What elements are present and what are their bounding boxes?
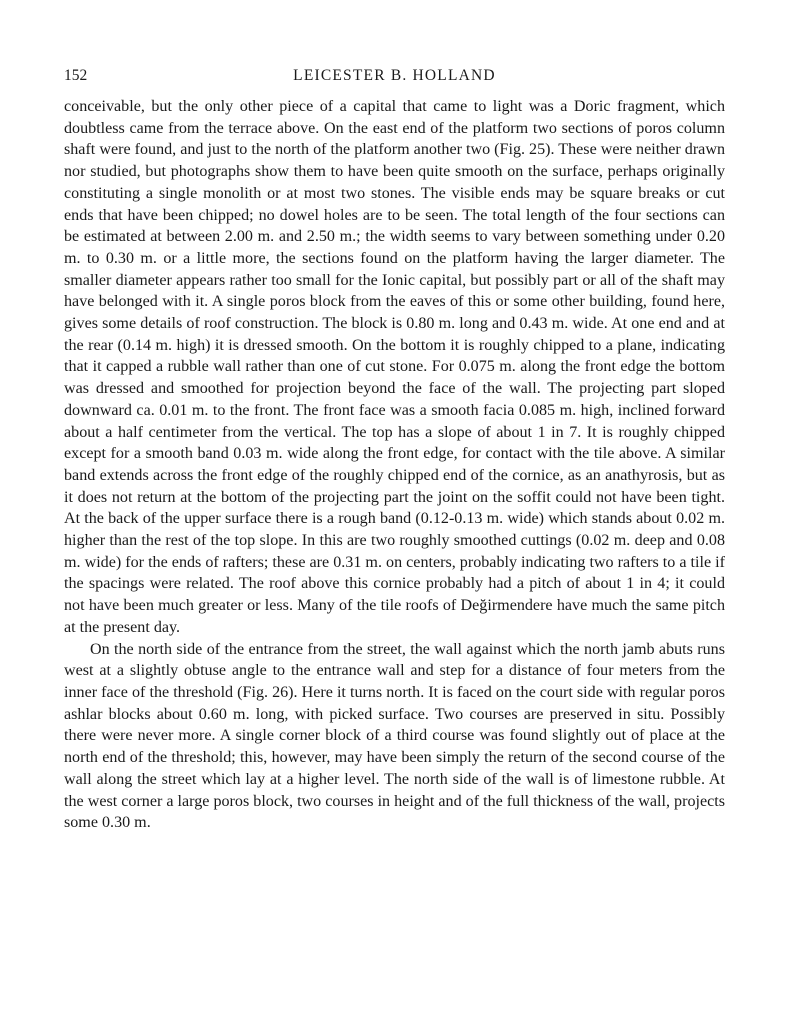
page-number: 152: [64, 67, 88, 84]
paragraph-2: On the north side of the entrance from the street, the wall against which the north jamb abuts runs west at a slightly obtuse angle to the entrance wall and step for a distance of four meters from the inner face of the threshold (Fig. 26). Here it turns north. It is faced on the court side with regular poros ashlar blocks about 0.60 m. long, with picked surface. Two courses are preserved in situ. Possibly there were never more. A single corner block of a third course was found slightly out of place at the north end of the threshold; this, however, may have been simply the return of the second course of the wall along the street which lay at a higher level. The north side of the wall is of limestone rubble. At the west corner a large poros block, two courses in height and of the full thickness of the wall, projects some 0.30 m.: [64, 640, 725, 832]
paragraph-1: conceivable, but the only other piece of a capital that came to light was a Doric fragment, which doubtless came from the terrace above. On the east end of the platform two sections of poros column shaft were found, and just to the north of the platform another two (Fig. 25). These were neither drawn nor studied, but photographs show them to have been quite smooth on the surface, perhaps originally constituting a single monolith or at most two stones. The visible ends may be square breaks or cut ends that have been chipped; no dowel holes are to be seen. The total length of the four sections can be estimated at between 2.00 m. and 2.50 m.; the width seems to vary between something under 0.20 m. to 0.30 m. or a little more, the sections found on the platform having the larger diameter. The smaller diameter appears rather too small for the Ionic capital, but possibly part or all of the shaft may have belonged with it. A single poros block from the eaves of this or some other building, found here, gives some details of roof construction. The block is 0.80 m. long and 0.43 m. wide. At one end and at the rear (0.14 m. high) it is dressed smooth. On the bottom it is roughly chipped to a plane, indicating that it capped a rubble wall rather than one of cut stone. For 0.075 m. along the front edge the bottom was dressed and smoothed for projection beyond the face of the wall. The projecting part sloped downward ca. 0.01 m. to the front. The front face was a smooth facia 0.085 m. high, inclined forward about a half centimeter from the vertical. The top has a slope of about 1 in 7. It is roughly chipped except for a smooth band 0.03 m. wide along the front edge, for contact with the tile above. A similar band extends across the front edge of the roughly chipped end of the cornice, as an anathyrosis, but as it does not return at the bottom of the projecting part the joint on the soffit could not have been tight. At the back of the upper surface there is a rough band (0.12-0.13 m. wide) which stands about 0.02 m. higher than the rest of the top slope. In this are two roughly smoothed cuttings (0.02 m. deep and 0.08 m. wide) for the ends of rafters; these are 0.31 m. on centers, probably indicating two rafters to a tile if the spacings were related. The roof above this cornice probably had a pitch of about 1 in 4; it could not have been much greater or less. Many of the tile roofs of Değirmendere have much the same pitch at the present day.: [64, 98, 725, 636]
running-head-title: LEICESTER B. HOLLAND: [293, 67, 496, 84]
page: [64, 64, 725, 834]
body-text: [64, 96, 725, 834]
running-head: [64, 64, 725, 88]
